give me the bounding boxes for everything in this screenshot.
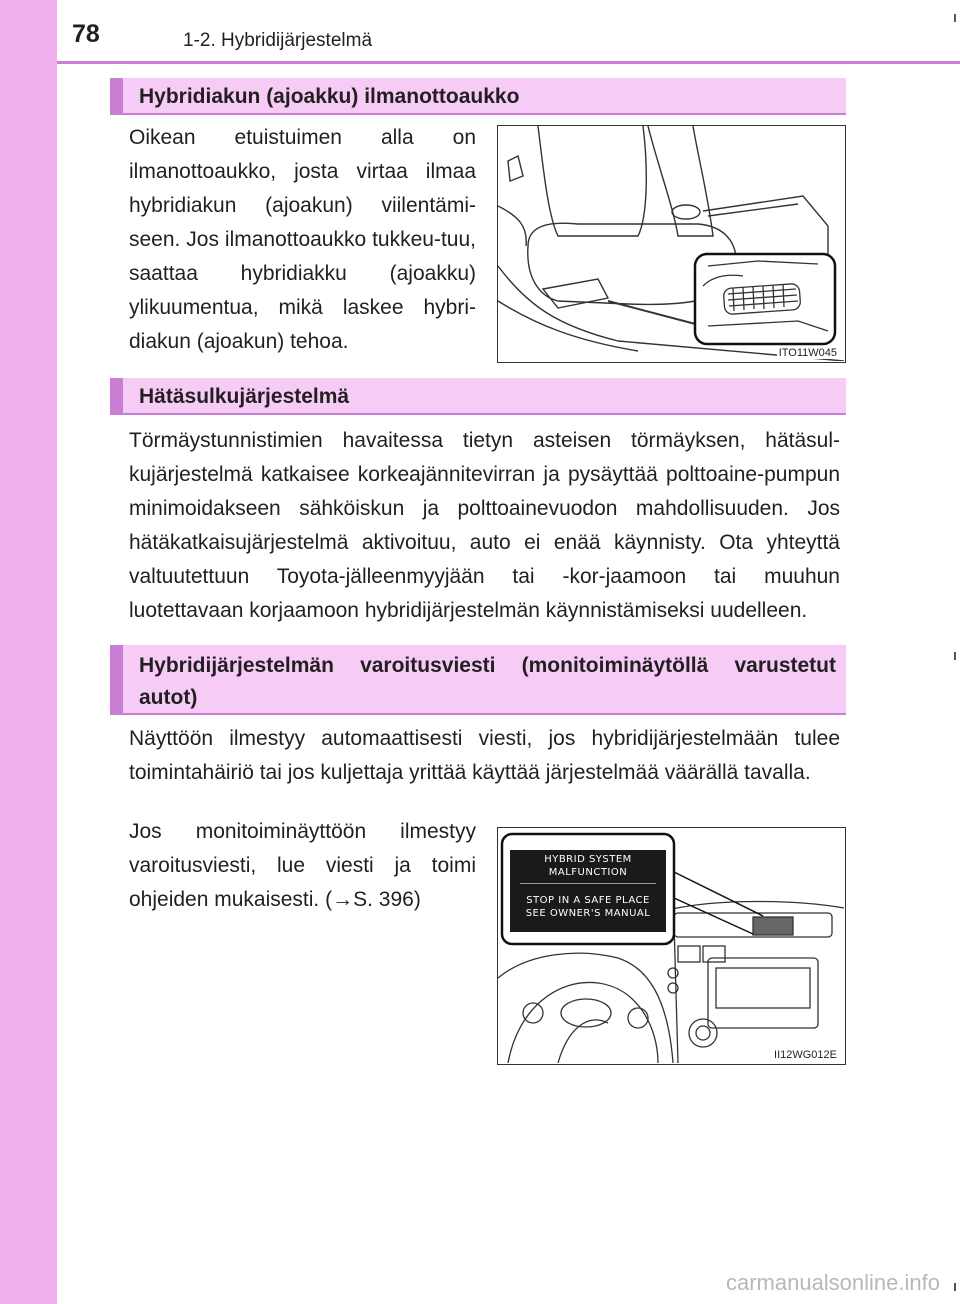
display-line: STOP IN A SAFE PLACE [526,895,650,906]
emergency-shutoff-paragraph: Törmäystunnistimien havaitessa tietyn asteisen törmäyksen, hätäsul-kujärjestelmä katkaisee korkeajännitevirran ja pysäyttää polttoaine-pumpun minimoidakseen sähköiskun ja polttoainevuodon mahdollisuuden. Jos hätäkatkaisujärjestelmä aktivoituu, auto ei enää käynnisty. Ota yhteyttä valtuutettuun Toyota-jälleenmyyjään tai -kor-jaamoon tai muuhun luotettavaan korjaamoon hybridijärjestelmän käynnistämiseksi uudelleen. [129,429,840,622]
warning-display-screen [510,853,666,920]
display-line: SEE OWNER'S MANUAL [525,908,651,919]
section-title: Hybridijärjestelmän varoitusviesti (monitoiminäytöllä varustetut autot) [139,654,836,709]
display-line: HYBRID SYSTEM [544,854,632,865]
running-head: 1-2. Hybridijärjestelmä [183,30,373,51]
figure-code: ITO11W045 [778,347,837,359]
page-number: 78 [72,20,100,48]
figure-code: II12WG012E [774,1049,837,1061]
crop-mark [954,14,956,22]
warning-instruction-paragraph: Jos monitoiminäyttöön ilmestyy varoitusviesti, lue viesti ja toimi ohjeiden mukaisesti. (→S. 396) [129,820,476,911]
seat-air-intake-illustration [498,126,844,361]
section-title: Hybridiakun (ajoakku) ilmanottoaukko [139,85,520,108]
chapter-side-tab [0,0,57,1304]
section-heading-air-intake [110,78,846,115]
air-intake-paragraph: Oikean etuistuimen alla on ilmanottoaukko, josta virtaa ilmaa hybridiakun (ajoakun) viilentämi-seen. Jos ilmanottoaukko tukkeu-tuu, saattaa hybridiakku (ajoakku) ylikuumentua, mikä laskee hybri-diakun (ajoakun) tehoa. [129,126,476,353]
crop-mark [954,652,956,660]
warning-display-figure [497,827,846,1065]
display-line: MALFUNCTION [548,867,628,878]
warning-message-paragraph: Näyttöön ilmestyy automaattisesti viesti, jos hybridijärjestelmään tulee toimintahäiriö tai jos kuljettaja yrittää käyttää järjestelmää väärällä tavalla. [129,727,840,784]
section-heading-emergency-shutoff [110,378,846,415]
watermark: carmanualsonline.info [725,1270,940,1295]
section-heading-warning-message [110,645,846,715]
air-intake-figure [497,125,846,363]
crop-mark [954,1283,956,1291]
section-title: Hätäsulkujärjestelmä [139,385,350,408]
header-rule [57,61,960,64]
